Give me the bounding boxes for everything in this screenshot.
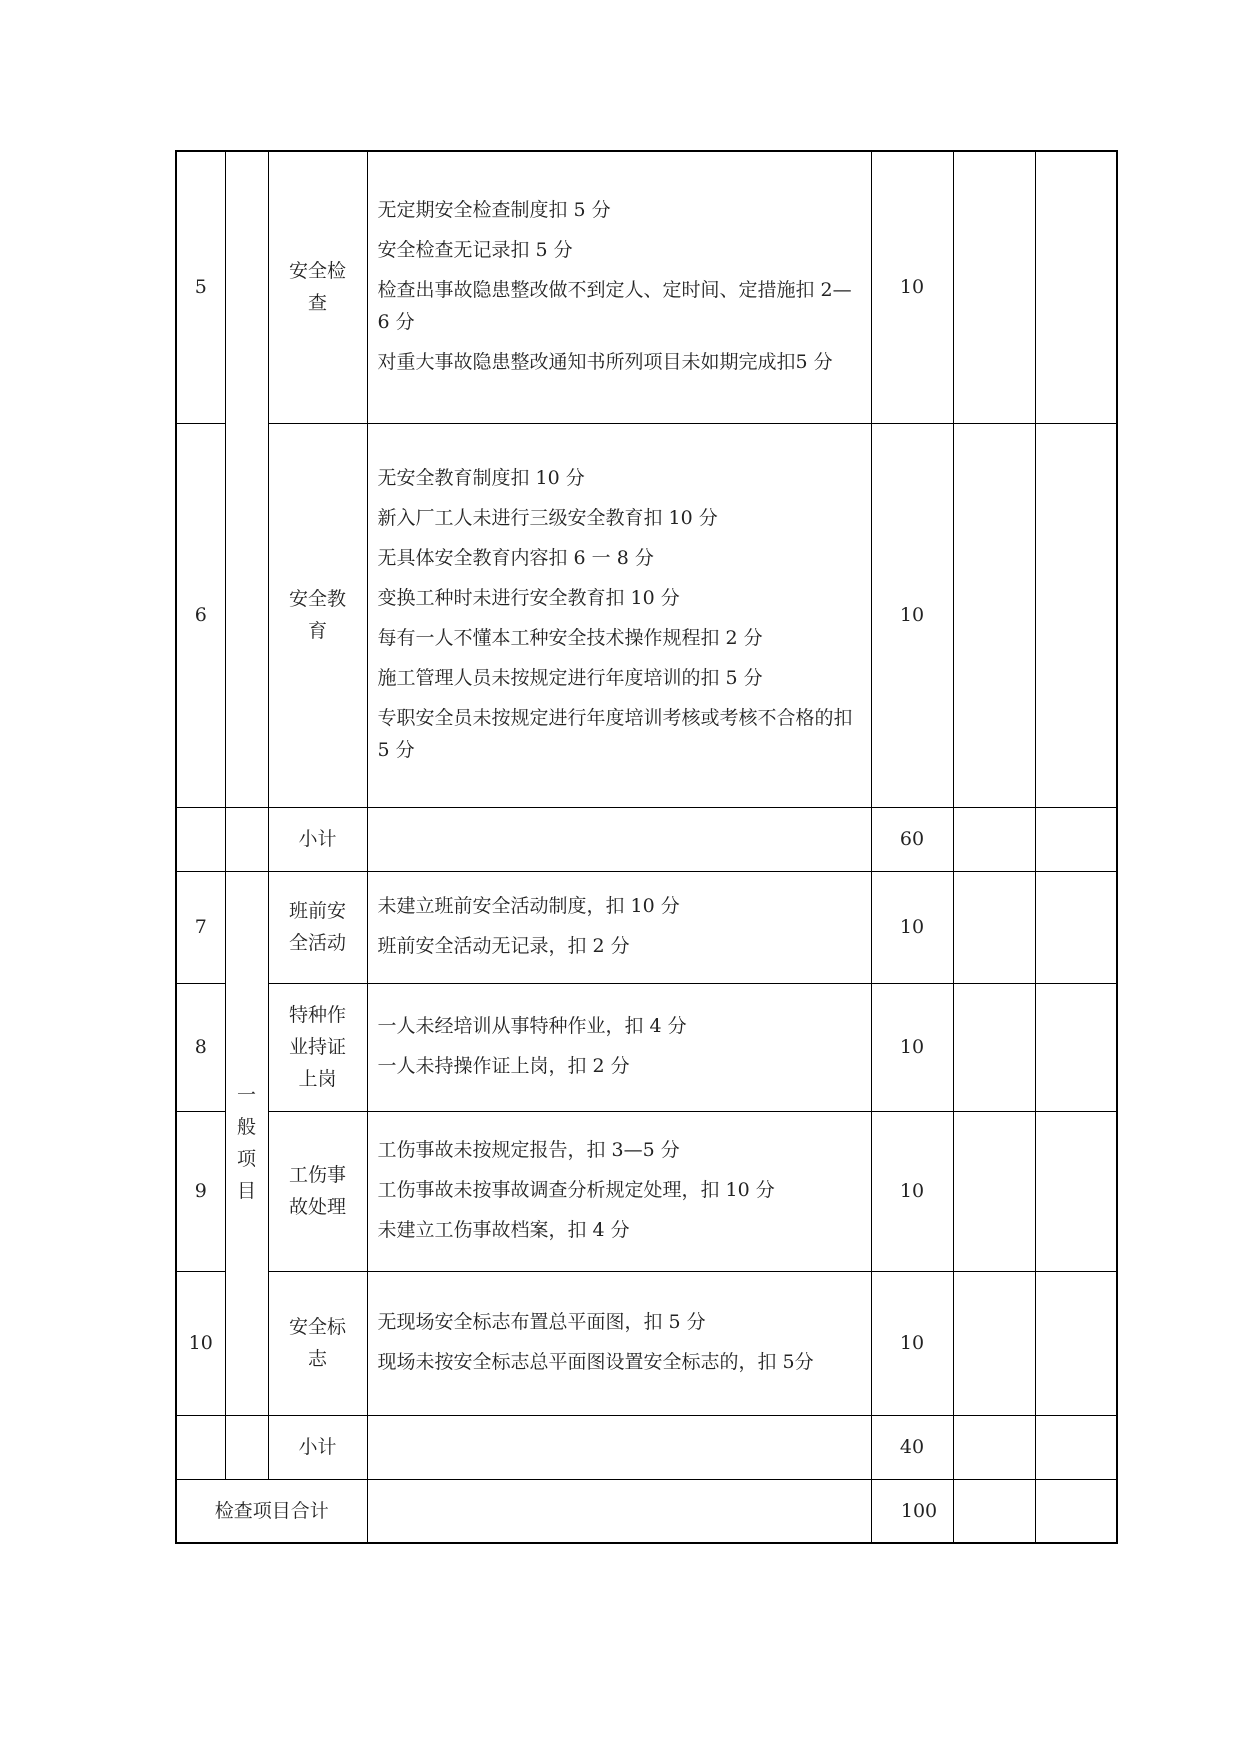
deduction-cell (953, 1271, 1035, 1415)
check-standards (367, 1415, 871, 1479)
check-standards (367, 871, 871, 983)
deduction-cell (953, 423, 1035, 807)
deduction-cell (953, 807, 1035, 871)
standard-line: 变换工种时未进行安全教育扣 10 分 (377, 587, 680, 609)
row-number: 5 (176, 151, 225, 423)
score-cell: 10 (871, 1271, 953, 1415)
row-number (176, 807, 225, 871)
subtotal-score: 60 (871, 807, 953, 871)
actual-score-cell (1035, 423, 1117, 807)
subtotal-label: 小计 (268, 1415, 367, 1479)
actual-score-cell (1035, 1479, 1117, 1543)
check-standards (367, 1479, 871, 1543)
score-cell: 10 (871, 151, 953, 423)
table-row (176, 1271, 1117, 1415)
total-label: 检查项目合计 (176, 1479, 367, 1543)
item-name: 安全检查 (268, 151, 367, 423)
row-number: 6 (176, 423, 225, 807)
standard-line: 每有一人不懂本工种安全技术操作规程扣 2 分 (377, 627, 763, 649)
category-cell (225, 807, 268, 871)
row-number: 10 (176, 1271, 225, 1415)
row-number: 7 (176, 871, 225, 983)
item-name: 特种作业持证上岗 (268, 983, 367, 1111)
total-score: 100 (871, 1479, 953, 1543)
actual-score-cell (1035, 151, 1117, 423)
score-cell: 10 (871, 1111, 953, 1271)
score-cell: 10 (871, 983, 953, 1111)
standard-line: 新入厂工人未进行三级安全教育扣 10 分 (377, 507, 718, 529)
standard-line: 一人未持操作证上岗，扣 2 分 (377, 1055, 630, 1077)
check-standards (367, 1271, 871, 1415)
table-row (176, 1111, 1117, 1271)
item-name: 工伤事故处理 (268, 1111, 367, 1271)
category-cell (225, 871, 268, 1415)
standard-line: 专职安全员未按规定进行年度培训考核或考核不合格的扣 5 分 (377, 707, 853, 761)
check-standards (367, 151, 871, 423)
deduction-cell (953, 1415, 1035, 1479)
row-number (176, 1415, 225, 1479)
standard-line: 安全检查无记录扣 5 分 (377, 239, 573, 262)
row-number: 8 (176, 983, 225, 1111)
standard-line: 未建立工伤事故档案，扣 4 分 (377, 1219, 630, 1241)
subtotal-score: 40 (871, 1415, 953, 1479)
standard-line: 工伤事故未按规定报告，扣 3—5 分 (377, 1139, 680, 1161)
actual-score-cell (1035, 1271, 1117, 1415)
deduction-cell (953, 871, 1035, 983)
row-number: 9 (176, 1111, 225, 1271)
actual-score-cell (1035, 871, 1117, 983)
standard-line: 无定期安全检查制度扣 5 分 (377, 199, 611, 222)
table-row (176, 151, 1117, 423)
standard-line: 检查出事故隐患整改做不到定人、定时间、定措施扣 2—6 分 (377, 279, 852, 334)
standard-line: 无现场安全标志布置总平面图，扣 5 分 (377, 1311, 706, 1333)
actual-score-cell (1035, 807, 1117, 871)
deduction-cell (953, 1479, 1035, 1543)
total-row (176, 1479, 1117, 1543)
category-cell (225, 1415, 268, 1479)
check-standards (367, 983, 871, 1111)
standard-line: 班前安全活动无记录，扣 2 分 (377, 935, 630, 957)
standard-line: 现场未按安全标志总平面图设置安全标志的，扣 5分 (377, 1351, 814, 1373)
actual-score-cell (1035, 1111, 1117, 1271)
standard-line: 无安全教育制度扣 10 分 (377, 467, 585, 489)
item-name: 班前安全活动 (268, 871, 367, 983)
deduction-cell (953, 983, 1035, 1111)
subtotal-row (176, 807, 1117, 871)
table-row (176, 983, 1117, 1111)
actual-score-cell (1035, 983, 1117, 1111)
score-cell: 10 (871, 871, 953, 983)
score-cell: 10 (871, 423, 953, 807)
standard-line: 对重大事故隐患整改通知书所列项目未如期完成扣5 分 (377, 351, 833, 374)
item-name: 安全标志 (268, 1271, 367, 1415)
subtotal-label: 小计 (268, 807, 367, 871)
category-label: 一般项目 (236, 1084, 256, 1202)
check-standards (367, 423, 871, 807)
standard-line: 无具体安全教育内容扣 6 一 8 分 (377, 547, 654, 569)
table-row (176, 423, 1117, 807)
standard-line: 一人未经培训从事特种作业，扣 4 分 (377, 1015, 687, 1037)
item-name: 安全教育 (268, 423, 367, 807)
table-row (176, 871, 1117, 983)
standard-line: 施工管理人员未按规定进行年度培训的扣 5 分 (377, 667, 763, 689)
category-cell (225, 151, 268, 807)
standard-line: 工伤事故未按事故调查分析规定处理，扣 10 分 (377, 1179, 775, 1201)
check-standards (367, 1111, 871, 1271)
subtotal-row (176, 1415, 1117, 1479)
check-standards (367, 807, 871, 871)
deduction-cell (953, 1111, 1035, 1271)
standard-line: 未建立班前安全活动制度，扣 10 分 (377, 895, 680, 917)
safety-check-table (175, 150, 1118, 1544)
actual-score-cell (1035, 1415, 1117, 1479)
deduction-cell (953, 151, 1035, 423)
